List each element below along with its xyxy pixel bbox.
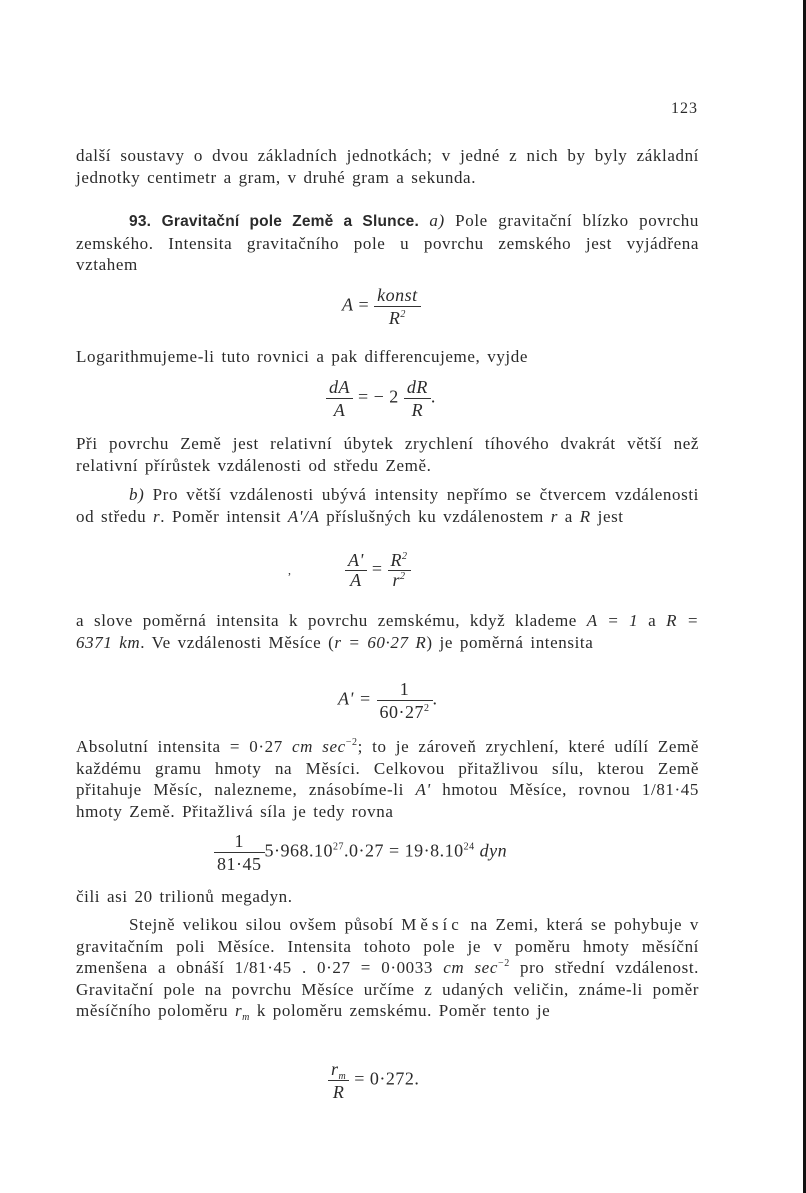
- unit: cm sec: [292, 737, 346, 756]
- eq6-num-base: r: [331, 1059, 339, 1079]
- paragraph-b: [76, 484, 699, 527]
- math-var: r: [234, 1001, 243, 1021]
- eq5-term-a: 5·968.10: [264, 840, 333, 861]
- section-93: [76, 210, 699, 276]
- paragraph-relative-intensity: [76, 610, 699, 653]
- eq4-period: .: [432, 688, 438, 709]
- math-var: A': [415, 780, 431, 800]
- text-run: ; to je zároveň zrychlení, které udílí Země každému gramu hmoty na Měsíci. Celkovou přitažlivou sílu, kterou Země přitahuje Měsíc, nalezneme, znásobíme-li: [76, 737, 699, 800]
- paragraph-text: [76, 736, 699, 822]
- paragraph-text: [76, 484, 699, 527]
- section-intro-text: Pole gravitační blízko povrchu zemského. Intensita gravitačního pole u povrchu zemského jest vyjádřena vztahem: [76, 211, 699, 275]
- eq1-denominator: [374, 307, 421, 329]
- paragraph-megadyn: [76, 886, 699, 908]
- eq4-denominator: [377, 701, 433, 723]
- text-run: ) je poměrná intensita: [426, 632, 594, 652]
- eq1-den-base: R: [388, 308, 401, 328]
- paragraph-surface: [76, 433, 699, 476]
- text-run: Absolutní intensita = 0·27: [76, 737, 293, 756]
- eq5-unit: dyn: [479, 840, 508, 861]
- eq4-numerator: 1: [377, 678, 433, 701]
- section-paragraph: [76, 210, 699, 276]
- eq4-den-exp: 2: [424, 703, 430, 714]
- equation-attraction-force: [214, 830, 507, 875]
- equation-radius-ratio: [328, 1058, 419, 1103]
- page-number: 123: [671, 100, 698, 117]
- equation-field-formula: [342, 284, 421, 329]
- math-var: A'/A: [287, 506, 320, 526]
- math-var: r: [153, 506, 161, 526]
- math-var: r = 60·27 R: [334, 632, 427, 652]
- paragraph-text: čili asi 20 trilionů megadyn.: [76, 887, 293, 906]
- eq4-den-base: 60·27: [379, 702, 424, 722]
- eq3-den-right: [388, 571, 411, 590]
- eq2-fraction-right: [404, 376, 431, 421]
- text-run: pro střední vzdálenost. Gravitační pole na povrchu Měsíce určíme z udaných veličin, známe-li poměr měsíčního poloměru: [76, 958, 699, 1021]
- eq6-num-sub: m: [338, 1071, 347, 1082]
- eq6-rhs: = 0·272.: [354, 1068, 420, 1089]
- paragraph-text: Logarithmujeme-li tuto rovnici a pak differencujeme, vyjde: [76, 347, 528, 366]
- text-run: . Poměr intensit: [160, 506, 288, 526]
- text-run: hmotou Měsíce, rovnou 1/81·45 hmoty Země. Přitažlivá síla je tedy rovna: [76, 780, 699, 821]
- unit: cm sec: [443, 958, 498, 978]
- text-run: a: [557, 506, 580, 526]
- math-var: A = 1: [586, 611, 639, 630]
- eq5-denominator: 81·45: [217, 854, 262, 874]
- paragraph-text: [76, 610, 699, 653]
- text-run: příslušných ku vzdálenostem: [319, 506, 551, 526]
- text-run: a: [638, 611, 667, 630]
- math-var: R = 6371: [76, 611, 699, 652]
- spaced-word: Měsíc: [401, 915, 463, 934]
- eq5-term-b: .0·27 = 19·8.10: [344, 840, 464, 861]
- equation-moon-intensity: [338, 678, 438, 723]
- paragraph-text: další soustavy o dvou základních jednotkách; v jedné z nich by byly základní jednotky centimetr a gram, v druhé gram a sekunda.: [76, 146, 699, 187]
- item-label-b: b): [129, 485, 145, 504]
- unit-exponent: −2: [345, 737, 358, 748]
- eq3-equals: =: [371, 558, 383, 579]
- math-subscript: m: [242, 1012, 250, 1024]
- equation-intensity-ratio: [288, 551, 411, 590]
- eq3-num-left: A': [345, 551, 367, 571]
- text-run: . Ve vzdálenosti Měsíce (: [140, 632, 335, 652]
- eq2-den-left: A: [333, 400, 346, 420]
- eq5-numerator: 1: [214, 830, 265, 853]
- item-label-a: a): [429, 211, 445, 230]
- eq1-lhs: A: [342, 294, 354, 315]
- eq3-num-base: R: [390, 550, 403, 570]
- eq4-fraction: [377, 678, 433, 723]
- text-run: a slove poměrná intensita k povrchu zemskému, když klademe: [76, 611, 587, 630]
- eq3-fraction-right: [388, 551, 411, 590]
- unit: km: [119, 632, 141, 652]
- eq2-num-right: dR: [404, 376, 431, 399]
- eq5-exp-b: 24: [463, 841, 475, 853]
- eq3-num-exp: 2: [402, 551, 408, 562]
- equation-differential: [326, 376, 436, 421]
- eq3-den-base: r: [392, 570, 401, 590]
- eq5-exp-a: 27: [333, 841, 344, 853]
- paragraph-absolute-intensity: [76, 736, 699, 822]
- paragraph-logarithm: [76, 346, 699, 368]
- section-title: Gravitační pole Země a Slunce.: [161, 213, 419, 230]
- eq1-equals: =: [358, 294, 370, 315]
- math-var: R: [579, 506, 591, 526]
- eq6-fraction: [328, 1058, 349, 1103]
- eq2-middle: = − 2: [358, 386, 399, 407]
- paragraph-text: [76, 914, 699, 1022]
- eq5-fraction: [214, 830, 265, 875]
- paragraph-moon-field: [76, 914, 699, 1022]
- eq3-num-right: [388, 551, 411, 571]
- text-run: na Zemi, která se pohybuje v gravitačním poli Měsíce. Intensita tohoto pole je v poměru hmoty měsíční zmenšena a obnáší 1/81·45 . 0·27 = 0·0033: [76, 915, 699, 978]
- eq3-comma: ,: [288, 563, 292, 577]
- text-run: Pro větší vzdálenosti ubývá intensity nepřímo se čtvercem vzdálenosti od středu: [76, 485, 699, 526]
- text-run: k poloměru zemskému. Poměr tento je: [249, 1001, 551, 1021]
- unit-exponent: −2: [497, 958, 510, 970]
- paragraph-text: Při povrchu Země jest relativní úbytek zrychlení tíhového dvakrát větší než relativní přírůstek vzdálenosti od středu Země.: [76, 434, 699, 475]
- eq3-den-exp: 2: [400, 571, 406, 582]
- eq3-den-left: A: [350, 570, 362, 590]
- text-run: jest: [590, 506, 624, 526]
- eq2-fraction-left: [326, 376, 353, 421]
- eq1-den-exp: 2: [400, 309, 406, 320]
- math-var: r: [550, 506, 558, 526]
- paragraph-intro: [76, 145, 699, 188]
- eq2-den-right: R: [411, 400, 424, 420]
- eq6-denominator: R: [332, 1082, 345, 1102]
- eq6-numerator: [328, 1058, 349, 1081]
- eq3-fraction-left: [345, 551, 367, 590]
- text-run: Stejně velikou silou ovšem působí: [129, 915, 402, 934]
- eq1-numerator: konst: [374, 284, 421, 307]
- section-number: 93.: [129, 213, 152, 230]
- eq2-period: .: [430, 386, 436, 407]
- eq1-fraction: [374, 284, 421, 329]
- eq4-lhs: A' =: [338, 688, 372, 709]
- eq2-num-left: dA: [326, 376, 353, 399]
